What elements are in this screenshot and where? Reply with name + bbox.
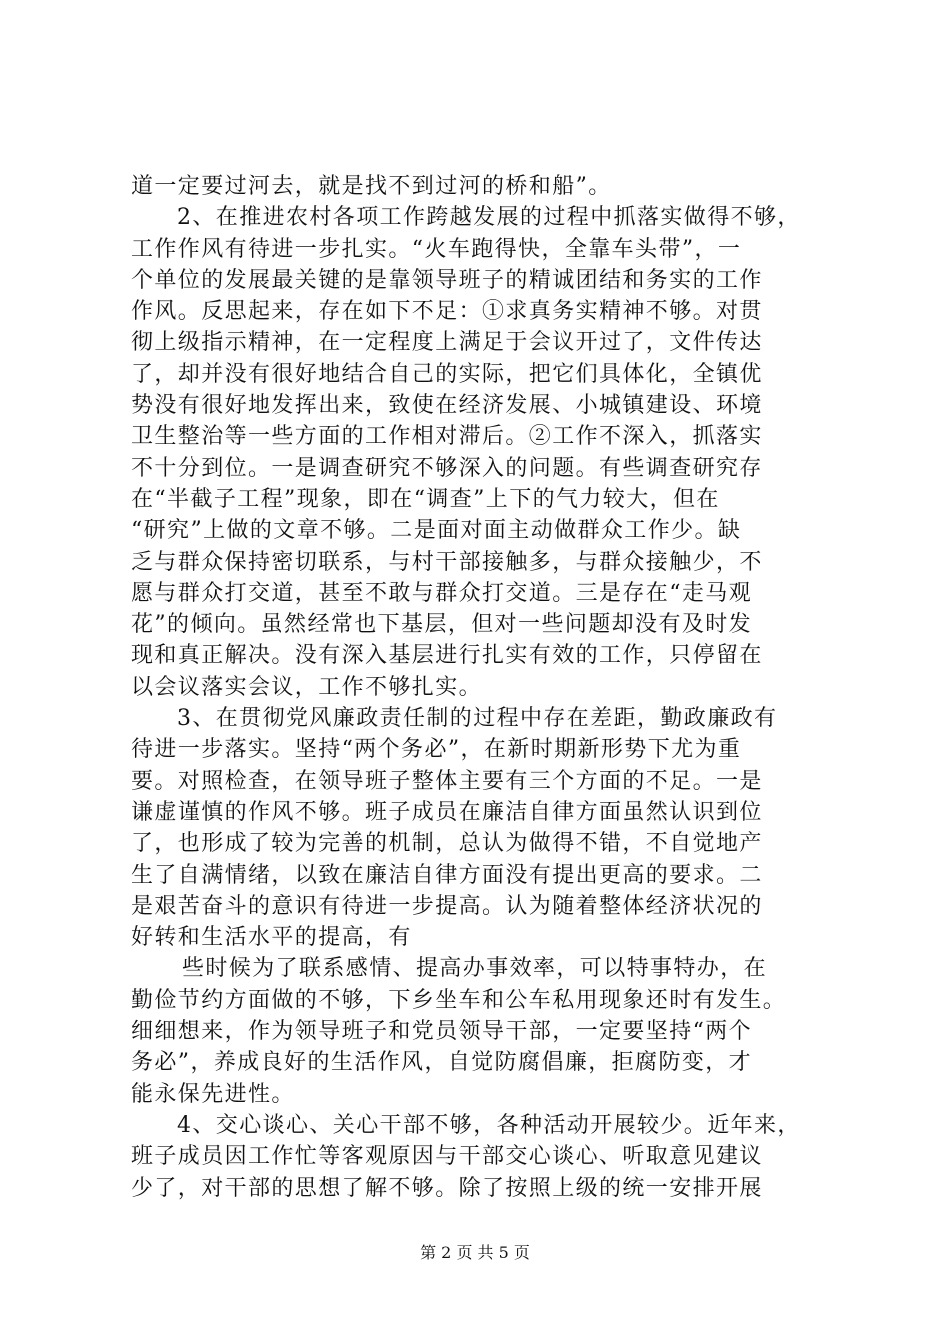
text-line: 以会议落实会议，工作不够扎实。 xyxy=(131,674,483,700)
text-line: 谦虚谨慎的作风不够。班子成员在廉洁自律方面虽然认识到位 xyxy=(131,799,763,825)
text-line: 少了，对干部的思想了解不够。除了按照上级的统一安排开展 xyxy=(131,1175,763,1201)
text-line: 现和真正解决。没有深入基层进行扎实有效的工作，只停留在 xyxy=(131,643,763,669)
text-line: 是艰苦奋斗的意识有待进一步提高。认为随着整体经济状况的 xyxy=(131,893,763,919)
text-line: 愿与群众打交道，甚至不敢与群众打交道。三是存在“走马观 xyxy=(131,580,753,606)
text-line: 细细想来，作为领导班子和党员领导干部，一定要坚持“两个 xyxy=(131,1019,753,1045)
text-line: 乏与群众保持密切联系，与村干部接触多，与群众接触少，不 xyxy=(131,549,763,575)
page-footer: 第 2 页 共 5 页 xyxy=(420,1243,530,1262)
text-line: 生了自满情绪，以致在廉洁自律方面没有提出更高的要求。二 xyxy=(131,862,763,888)
text-line: 了，也形成了较为完善的机制，总认为做得不错，不自觉地产 xyxy=(131,831,763,857)
text-line: 卫生整治等一些方面的工作相对滞后。②工作不深入，抓落实 xyxy=(131,424,763,450)
text-line: 不十分到位。一是调查研究不够深入的问题。有些调查研究存 xyxy=(131,455,763,481)
text-line: “研究”上做的文章不够。二是面对面主动做群众工作少。缺 xyxy=(131,518,742,544)
text-line: 班子成员因工作忙等客观原因与干部交心谈心、听取意见建议 xyxy=(131,1144,763,1170)
text-line: 4、交心谈心、关心干部不够，各种活动开展较少。近年来， xyxy=(177,1112,801,1138)
text-line: 个单位的发展最关键的是靠领导班子的精诚团结和务实的工作 xyxy=(131,267,763,293)
text-line: 2、在推进农村各项工作跨越发展的过程中抓落实做得不够， xyxy=(177,205,801,231)
text-line: 道一定要过河去，就是找不到过河的桥和船”。 xyxy=(131,174,612,199)
text-line: 能永保先进性。 xyxy=(131,1081,295,1107)
text-line: 3、在贯彻党风廉政责任制的过程中存在差距，勤政廉政有 xyxy=(177,706,778,732)
text-line: 在“半截子工程”现象，即在“调查”上下的气力较大，但在 xyxy=(131,486,720,512)
text-line: 勤俭节约方面做的不够，下乡坐车和公车私用现象还时有发生。 xyxy=(131,987,787,1013)
text-line: 要。对照检查，在领导班子整体主要有三个方面的不足。一是 xyxy=(131,768,763,794)
text-line: 些时候为了联系感情、提高办事效率，可以特事特办，在 xyxy=(182,956,768,982)
text-line: 工作作风有待进一步扎实。“火车跑得快，全靠车头带”，一 xyxy=(131,236,742,262)
text-line: 了，却并没有很好地结合自己的实际，把它们具体化，全镇优 xyxy=(131,361,763,387)
text-line: 作风。反思起来，存在如下不足：①求真务实精神不够。对贯 xyxy=(131,299,763,325)
document-body xyxy=(131,171,831,1204)
text-line: 好转和生活水平的提高，有 xyxy=(131,925,412,951)
text-line: 务必”，养成良好的生活作风，自觉防腐倡廉，拒腐防变，才 xyxy=(131,1050,753,1076)
text-line: 花”的倾向。虽然经常也下基层，但对一些问题却没有及时发 xyxy=(131,612,753,638)
text-line: 彻上级指示精神，在一定程度上满足于会议开过了，文件传达 xyxy=(131,330,763,356)
text-line: 待进一步落实。坚持“两个务必”，在新时期新形势下尤为重 xyxy=(131,737,742,763)
text-line: 势没有很好地发挥出来，致使在经济发展、小城镇建设、环境 xyxy=(131,393,763,419)
